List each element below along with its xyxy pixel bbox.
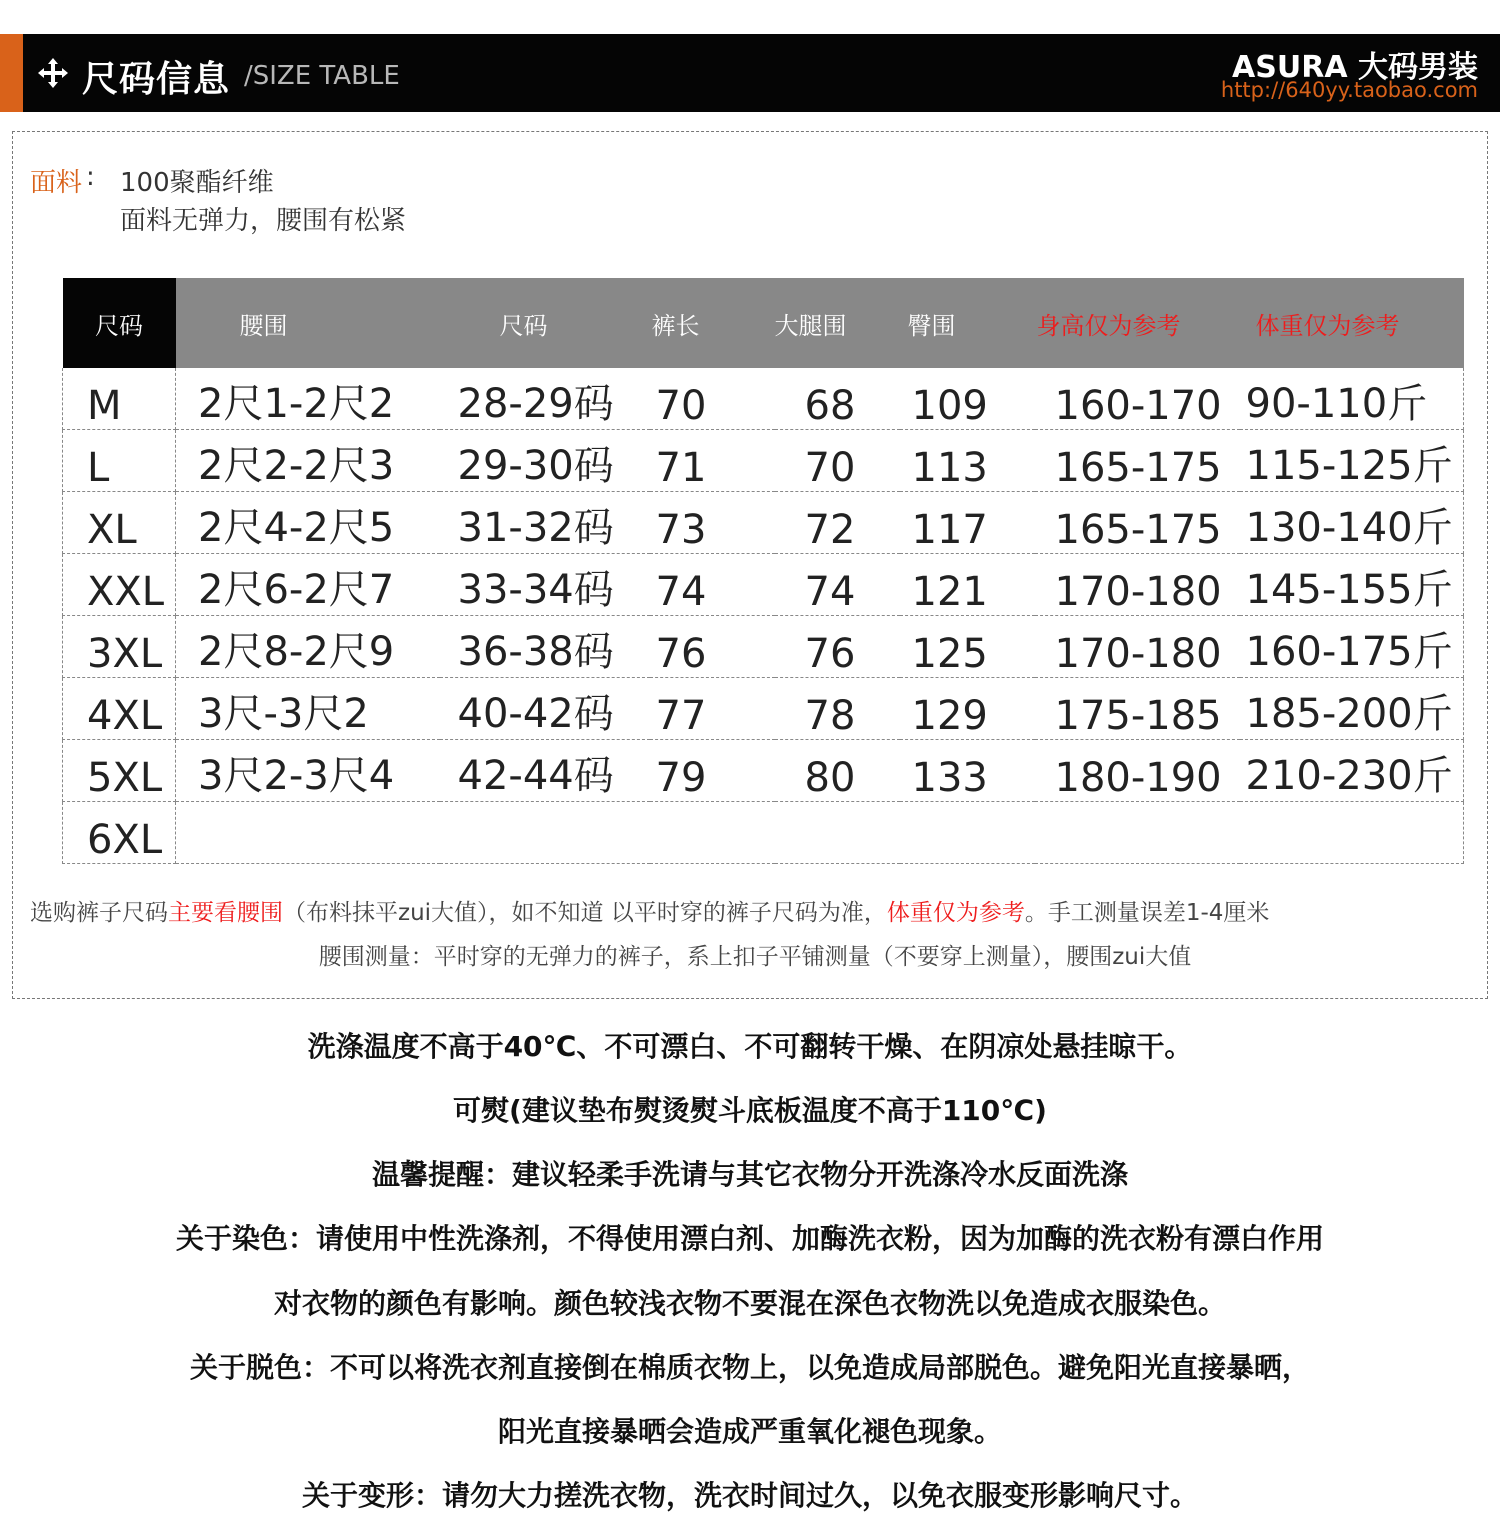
cell-thigh: 74 xyxy=(775,554,900,616)
cell-size: M xyxy=(63,368,176,430)
cell-size: L xyxy=(63,430,176,492)
care-line-6: 关于脱色：不可以将洗衣剂直接倒在棉质衣物上，以免造成局部脱色。避免阳光直接暴晒， xyxy=(189,1351,1310,1384)
care-line-4: 关于染色：请使用中性洗涤剂，不得使用漂白剂、加酶洗衣粉，因为加酶的洗衣粉有漂白作用 xyxy=(175,1222,1324,1255)
header-waist: 腰围 xyxy=(176,278,440,368)
header-size: 尺码 xyxy=(63,278,176,368)
header-accent-bar xyxy=(0,34,23,112)
note-text-e: 。手工测量误差1-4厘米 xyxy=(1024,900,1270,926)
cell-size: XL xyxy=(63,492,176,554)
cell-size-code: 28-29码 xyxy=(440,368,650,430)
table-row xyxy=(63,430,1464,492)
cell-height: 165-175 xyxy=(1035,430,1240,492)
cell-size-code: 29-30码 xyxy=(440,430,650,492)
size-note-line-2: 腰围测量：平时穿的无弹力的裤子，系上扣子平铺测量（不要穿上测量），腰围zui大值 xyxy=(318,944,1192,970)
cell-waist: 3尺-3尺2 xyxy=(176,678,440,740)
cell-weight: 130-140斤 xyxy=(1240,492,1464,554)
size-table-header xyxy=(63,278,1464,368)
header-size-code: 尺码 xyxy=(440,278,650,368)
cell-weight: 210-230斤 xyxy=(1240,740,1464,802)
cell-weight: 160-175斤 xyxy=(1240,616,1464,678)
cell-weight: 185-200斤 xyxy=(1240,678,1464,740)
cell-thigh: 68 xyxy=(775,368,900,430)
size-table xyxy=(62,278,1464,864)
fabric-material: 100聚酯纤维 xyxy=(120,168,274,198)
cell-size-code: 31-32码 xyxy=(440,492,650,554)
cell-height xyxy=(1035,802,1240,864)
cell-size-code: 33-34码 xyxy=(440,554,650,616)
brand-logo-text: ASURA 大码男装 xyxy=(1232,50,1478,85)
cell-hip: 129 xyxy=(900,678,1035,740)
table-row xyxy=(63,368,1464,430)
shop-url: http://640yy.taobao.com xyxy=(1220,78,1478,102)
cell-height: 170-180 xyxy=(1035,554,1240,616)
header-thigh: 大腿围 xyxy=(775,278,900,368)
note-highlight-waist: 主要看腰围 xyxy=(168,900,283,926)
cell-size-code: 36-38码 xyxy=(440,616,650,678)
cell-size: 3XL xyxy=(63,616,176,678)
cell-thigh: 76 xyxy=(775,616,900,678)
cell-length: 79 xyxy=(650,740,775,802)
cell-hip: 121 xyxy=(900,554,1035,616)
cell-size-code: 42-44码 xyxy=(440,740,650,802)
header-weight-ref: 体重仅为参考 xyxy=(1240,278,1464,368)
cell-thigh: 80 xyxy=(775,740,900,802)
table-row xyxy=(63,554,1464,616)
cell-size: 6XL xyxy=(63,802,176,864)
section-title: 尺码信息 xyxy=(82,59,231,100)
cell-weight xyxy=(1240,802,1464,864)
cell-size-code: 40-42码 xyxy=(440,678,650,740)
care-line-3: 温馨提醒：建议轻柔手洗请与其它衣物分开洗涤冷水反面洗涤 xyxy=(371,1158,1128,1191)
size-note-line-1 xyxy=(30,894,1490,927)
cell-hip: 133 xyxy=(900,740,1035,802)
cell-weight: 145-155斤 xyxy=(1240,554,1464,616)
cell-hip xyxy=(900,802,1035,864)
care-line-1: 洗涤温度不高于40℃、不可漂白、不可翻转干燥、在阴凉处悬挂晾干。 xyxy=(307,1030,1193,1063)
cell-weight: 90-110斤 xyxy=(1240,368,1464,430)
care-line-8: 关于变形：请勿大力搓洗衣物，洗衣时间过久，以免衣服变形影响尺寸。 xyxy=(301,1479,1198,1512)
cell-thigh: 72 xyxy=(775,492,900,554)
header-height-ref: 身高仅为参考 xyxy=(1035,278,1240,368)
cell-thigh: 70 xyxy=(775,430,900,492)
cell-waist: 2尺8-2尺9 xyxy=(176,616,440,678)
cell-hip: 113 xyxy=(900,430,1035,492)
cell-thigh: 78 xyxy=(775,678,900,740)
cell-length xyxy=(650,802,775,864)
cell-waist: 2尺2-2尺3 xyxy=(176,430,440,492)
table-row xyxy=(63,678,1464,740)
cell-height: 160-170 xyxy=(1035,368,1240,430)
cell-size-code xyxy=(440,802,650,864)
table-row xyxy=(63,740,1464,802)
cell-thigh xyxy=(775,802,900,864)
cell-length: 70 xyxy=(650,368,775,430)
header-hip: 臀围 xyxy=(900,278,1035,368)
care-line-5: 对衣物的颜色有影响。颜色较浅衣物不要混在深色衣物洗以免造成衣服染色。 xyxy=(273,1287,1226,1320)
header-length: 裤长 xyxy=(650,278,775,368)
fabric-elasticity: 面料无弹力，腰围有松紧 xyxy=(120,206,407,236)
table-row xyxy=(63,616,1464,678)
note-text-a: 选购裤子尺码 xyxy=(30,900,168,926)
cell-length: 71 xyxy=(650,430,775,492)
note-highlight-weight: 体重仅为参考 xyxy=(886,900,1025,926)
cell-size: XXL xyxy=(63,554,176,616)
cell-hip: 125 xyxy=(900,616,1035,678)
cell-waist xyxy=(176,802,440,864)
cell-size: 5XL xyxy=(63,740,176,802)
cell-height: 170-180 xyxy=(1035,616,1240,678)
cell-size: 4XL xyxy=(63,678,176,740)
fabric-colon: : xyxy=(86,162,95,192)
section-subtitle: /SIZE TABLE xyxy=(244,61,400,91)
cell-waist: 2尺4-2尺5 xyxy=(176,492,440,554)
cell-length: 76 xyxy=(650,616,775,678)
cell-waist: 2尺6-2尺7 xyxy=(176,554,440,616)
cell-hip: 109 xyxy=(900,368,1035,430)
cell-hip: 117 xyxy=(900,492,1035,554)
cell-length: 74 xyxy=(650,554,775,616)
cell-waist: 3尺2-3尺4 xyxy=(176,740,440,802)
header-bar xyxy=(0,34,1500,112)
four-arrow-cross-icon xyxy=(38,58,68,88)
cell-waist: 2尺1-2尺2 xyxy=(176,368,440,430)
note-text-c: （布料抹平zui大值），如不知道 以平时穿的裤子尺码为准， xyxy=(283,900,887,926)
cell-weight: 115-125斤 xyxy=(1240,430,1464,492)
cell-height: 175-185 xyxy=(1035,678,1240,740)
cell-height: 165-175 xyxy=(1035,492,1240,554)
cell-length: 73 xyxy=(650,492,775,554)
size-table-body xyxy=(63,368,1464,864)
care-line-2: 可熨(建议垫布熨烫熨斗底板温度不高于110℃) xyxy=(453,1094,1047,1127)
cell-length: 77 xyxy=(650,678,775,740)
fabric-label: 面料 xyxy=(30,168,83,198)
table-row xyxy=(63,492,1464,554)
table-row xyxy=(63,802,1464,864)
cell-height: 180-190 xyxy=(1035,740,1240,802)
care-line-7: 阳光直接暴晒会造成严重氧化褪色现象。 xyxy=(497,1415,1002,1448)
